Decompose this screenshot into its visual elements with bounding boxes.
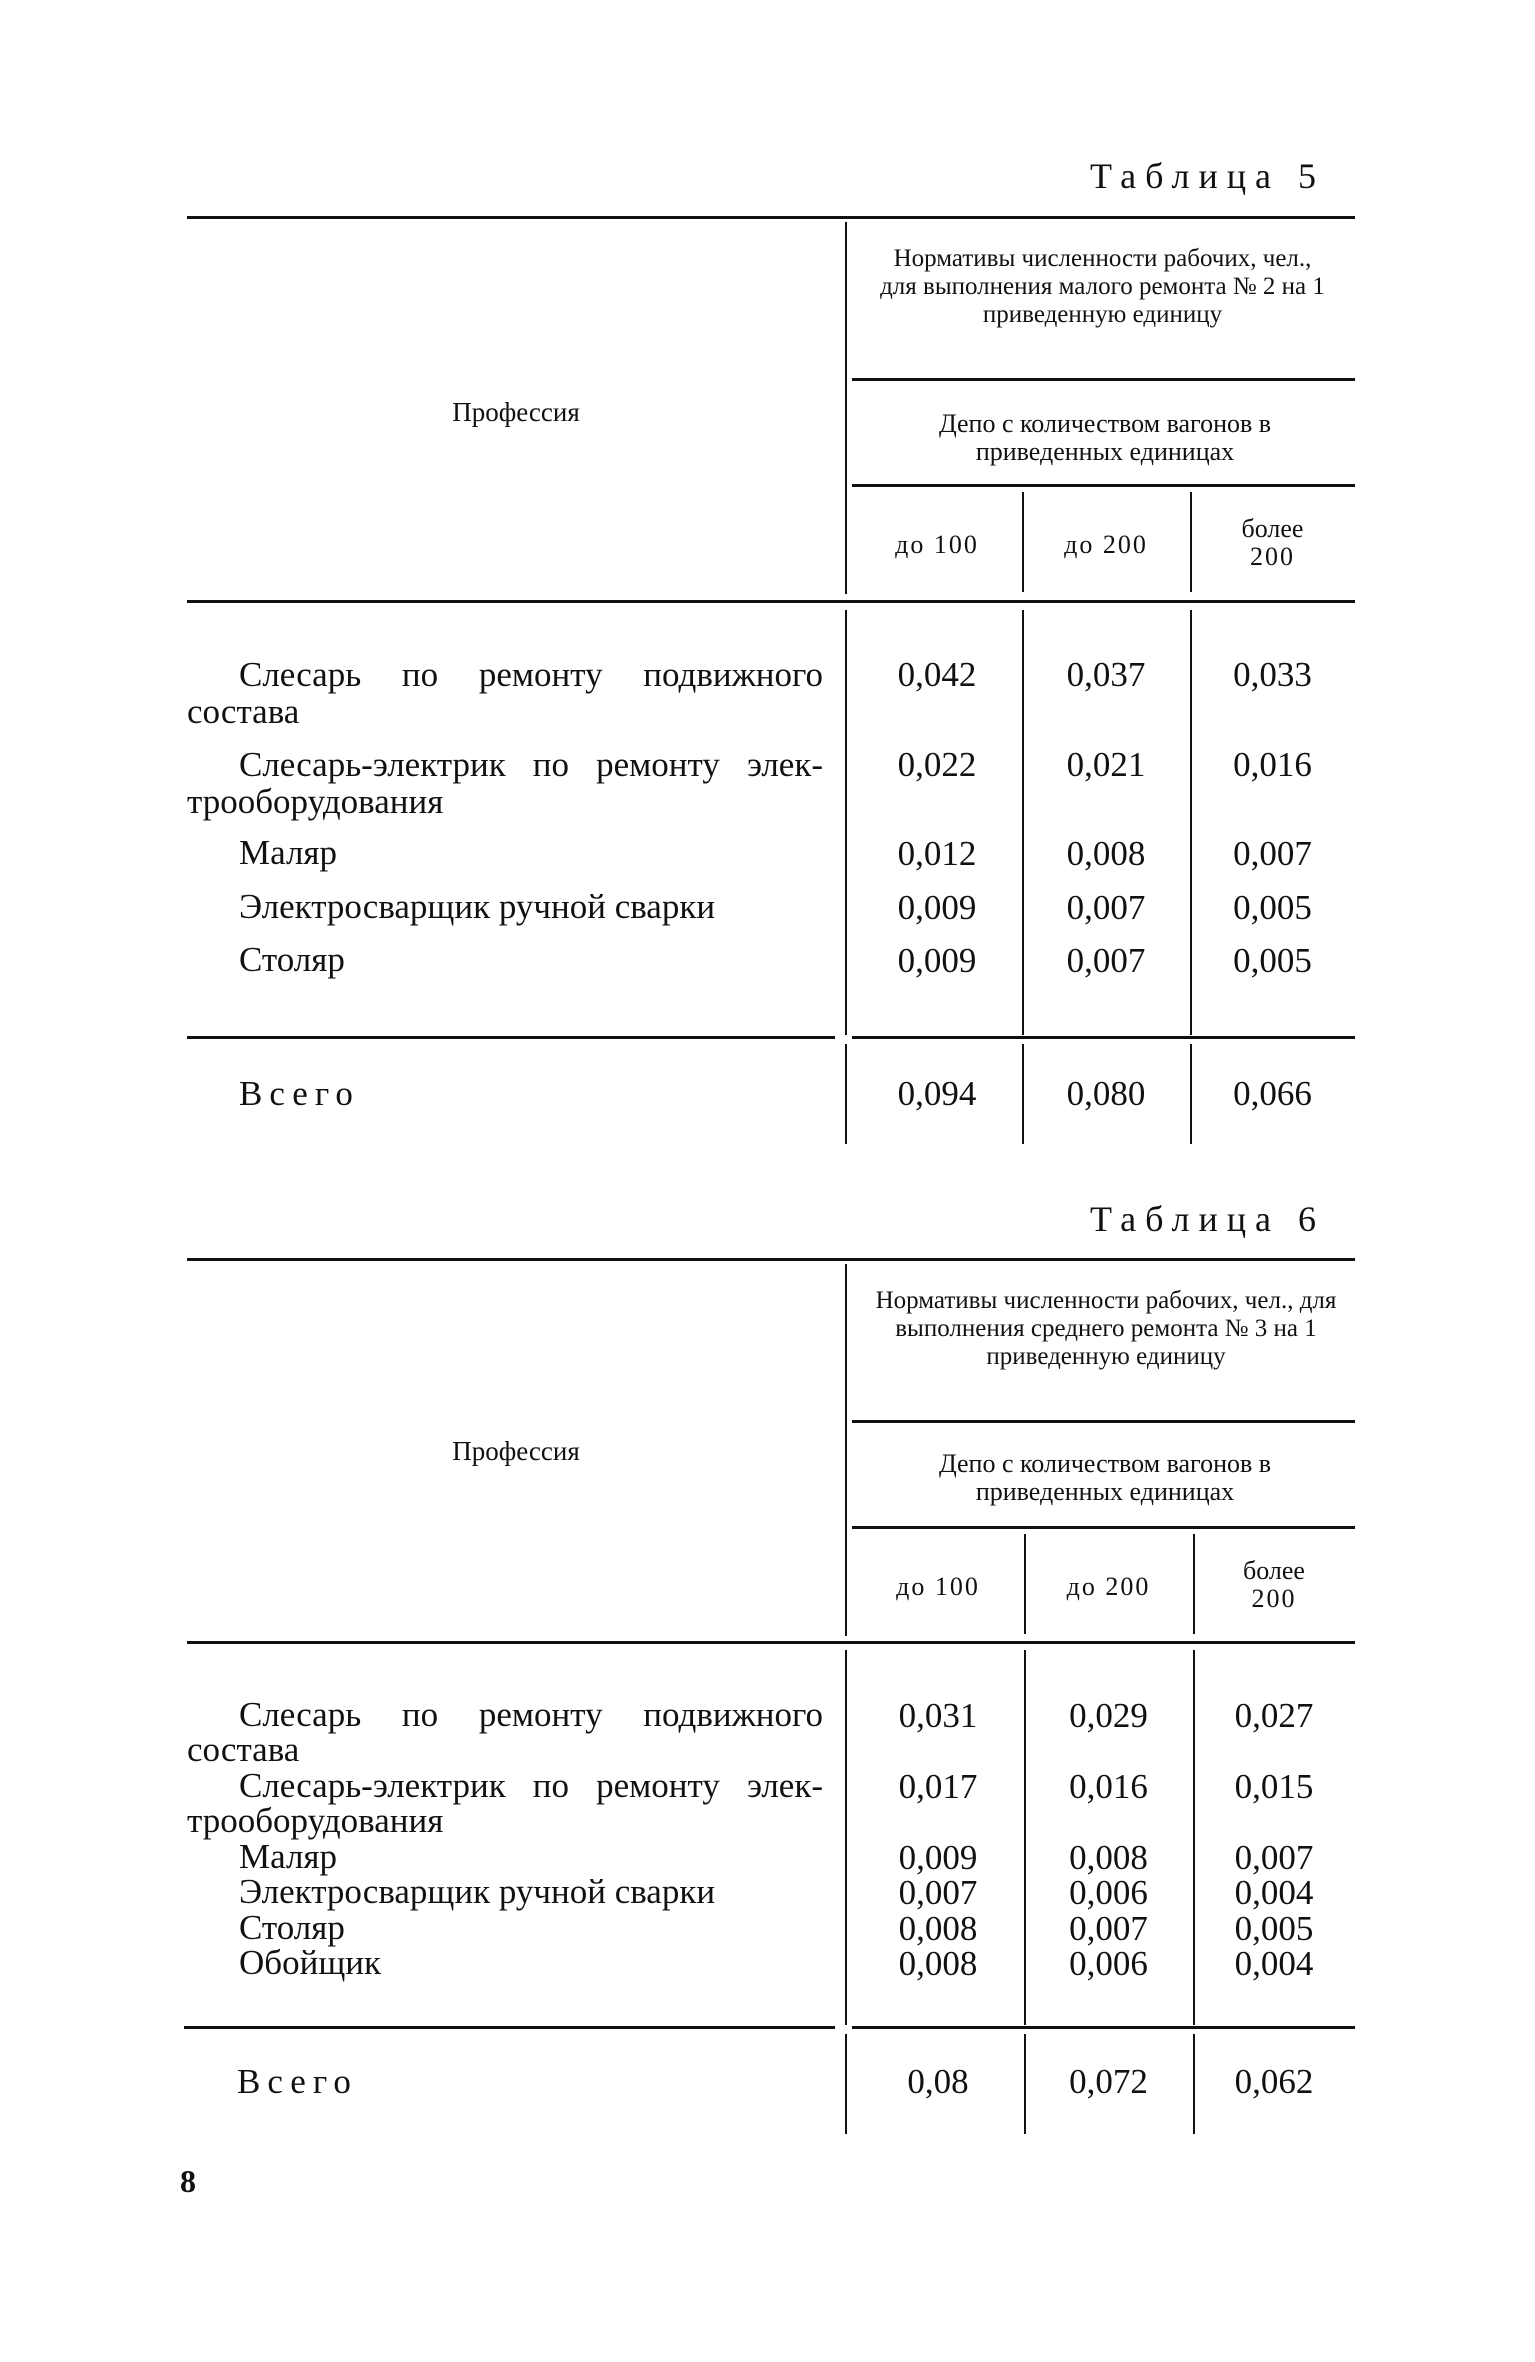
table-5-header-divider: [845, 222, 847, 594]
table-6-top-rule: [187, 1258, 1355, 1261]
profession-name-cont: трооборудования: [187, 782, 444, 821]
table-5-total-col-1: 0,094: [897, 1074, 977, 1113]
table-6-row-3-col-3: 0,007: [1234, 1838, 1314, 1877]
table-6-col-3-header: [1193, 1557, 1355, 1613]
table-6-body-divider: [845, 1650, 847, 2025]
table-5-header-rule-1: [852, 378, 1355, 381]
table-6-row-4-col-3: 0,004: [1234, 1873, 1314, 1912]
table-5-row-2-col-2: 0,021: [1066, 745, 1146, 784]
table-6-col-3-header-line1: более: [1243, 1556, 1305, 1585]
table-6-row-4-col-1: 0,007: [898, 1873, 978, 1912]
table-5-body-divider: [845, 610, 847, 1035]
table-6-norms-header: Нормативы численности рабочих, чел., для выполнения среднего ремонта № 3 на 1 приведенную единицу: [875, 1287, 1337, 1370]
table-6-row-3-col-1: 0,009: [898, 1838, 978, 1877]
table-5-depot-header: Депо с количеством вагонов в приведенных единицах: [938, 409, 1272, 466]
profession-name: Слесарь по ремонту подвижного: [239, 655, 823, 694]
profession-name: Электросварщик ручной сварки: [239, 1872, 716, 1911]
table-6-row-6-col-1: 0,008: [898, 1944, 978, 1983]
table-row: [187, 1768, 823, 1838]
table-6-col-3-header-line2: 200: [1251, 1584, 1297, 1613]
table-5-row-5-col-3: 0,005: [1233, 941, 1312, 980]
table-6-row-3-col-2: 0,008: [1069, 1838, 1148, 1877]
table-6-row-1-col-3: 0,027: [1234, 1696, 1314, 1735]
table-6-row-4-col-2: 0,006: [1069, 1873, 1148, 1912]
table-6-header-bottom-rule: [187, 1641, 1355, 1644]
table-5-profession-header: Профессия: [452, 397, 580, 427]
table-6-total-rule-right: [852, 2026, 1355, 2029]
table-6-title: Таблица 6: [1090, 1199, 1325, 1239]
table-5-total-col-2: 0,080: [1066, 1074, 1146, 1113]
table-6-row-5-col-1: 0,008: [898, 1909, 978, 1948]
profession-name: Маляр: [239, 833, 338, 872]
table-5-row-1-col-1: 0,042: [897, 655, 977, 694]
table-5-top-rule: [187, 216, 1355, 219]
table-5-total-divider: [845, 1044, 847, 1144]
profession-name: Электросварщик ручной сварки: [239, 887, 716, 926]
table-6-total-rule-left: [184, 2026, 835, 2029]
table-5-row-3-col-3: 0,007: [1233, 834, 1312, 873]
table-6-row-2-col-1: 0,017: [898, 1767, 978, 1806]
profession-name: Слесарь-электрик по ремонту элек-: [239, 1766, 823, 1805]
table-6-depot-header: Депо с количеством вагонов в приведенных единицах: [938, 1449, 1272, 1506]
table-5-total-rule-left: [187, 1036, 835, 1039]
table-6-total-col-2: 0,072: [1069, 2062, 1148, 2101]
profession-name: Столяр: [239, 1908, 345, 1947]
table-5-row-3-col-2: 0,008: [1066, 834, 1146, 873]
table-5-norms-header: Нормативы численности рабочих, чел., для выполнения малого ремонта № 2 на 1 приведенную единицу: [880, 245, 1325, 328]
profession-name: Слесарь-электрик по ремонту элек-: [239, 745, 823, 784]
table-5-row-3-col-1: 0,012: [897, 834, 977, 873]
profession-name-cont: состава: [187, 1730, 300, 1769]
table-6-total-label: Всего: [237, 2062, 358, 2101]
table-5-row-1-col-2: 0,037: [1066, 655, 1146, 694]
table-5-row-2-col-1: 0,022: [897, 745, 977, 784]
table-6-total-divider: [845, 2034, 847, 2134]
table-6-col-1-header: до 100: [896, 1572, 980, 1601]
table-row: [187, 656, 823, 730]
table-6-row-2-col-3: 0,015: [1234, 1767, 1314, 1806]
profession-name: Обойщик: [239, 1943, 381, 1982]
table-5-row-5-col-2: 0,007: [1066, 941, 1146, 980]
table-6-row-5-col-2: 0,007: [1069, 1909, 1148, 1948]
table-6-row-5-col-3: 0,005: [1234, 1909, 1314, 1948]
table-5-col-3-header: [1190, 515, 1355, 571]
profession-name: Столяр: [239, 940, 345, 979]
table-5-title: Таблица 5: [1090, 156, 1325, 196]
table-6-row-6-col-3: 0,004: [1234, 1944, 1314, 1983]
profession-name: Маляр: [239, 1837, 338, 1876]
table-row: [187, 1697, 823, 1767]
table-6-total-col-1: 0,08: [907, 2062, 969, 2101]
table-6-row-6-col-2: 0,006: [1069, 1944, 1148, 1983]
table-5-header-bottom-rule: [187, 600, 1355, 603]
table-6-header-rule-2: [852, 1526, 1355, 1529]
table-5-header-rule-2: [852, 484, 1355, 487]
table-6-header-divider: [845, 1264, 847, 1636]
table-5-col-1-header: до 100: [895, 530, 979, 559]
profession-name: Слесарь по ремонту подвижного: [239, 1695, 823, 1734]
table-6-row-1-col-1: 0,031: [898, 1696, 978, 1735]
page-number: 8: [180, 2163, 196, 2199]
table-5-row-2-col-3: 0,016: [1233, 745, 1312, 784]
profession-name-cont: состава: [187, 692, 300, 731]
table-5-row-4-col-1: 0,009: [897, 888, 977, 927]
table-6-total-col-3: 0,062: [1234, 2062, 1314, 2101]
table-6-col-2-header: до 200: [1066, 1572, 1151, 1601]
table-5-row-1-col-3: 0,033: [1233, 655, 1312, 694]
table-6-header-rule-1: [852, 1420, 1355, 1423]
table-5-total-rule-right: [852, 1036, 1355, 1039]
profession-name-cont: трооборудования: [187, 1801, 444, 1840]
table-6-profession-header: Профессия: [452, 1436, 580, 1466]
table-5-col-2-header: до 200: [1064, 530, 1148, 559]
table-5-col-3-header-line1: более: [1241, 514, 1304, 543]
table-6-row-2-col-2: 0,016: [1069, 1767, 1148, 1806]
table-5-row-4-col-3: 0,005: [1233, 888, 1312, 927]
table-5-total-label: Всего: [239, 1074, 360, 1113]
table-row: [187, 746, 823, 820]
table-5-row-4-col-2: 0,007: [1066, 888, 1146, 927]
table-5-row-5-col-1: 0,009: [897, 941, 977, 980]
table-5-col-3-header-line2: 200: [1250, 542, 1295, 571]
table-5-total-col-3: 0,066: [1233, 1074, 1312, 1113]
table-6-row-1-col-2: 0,029: [1069, 1696, 1148, 1735]
